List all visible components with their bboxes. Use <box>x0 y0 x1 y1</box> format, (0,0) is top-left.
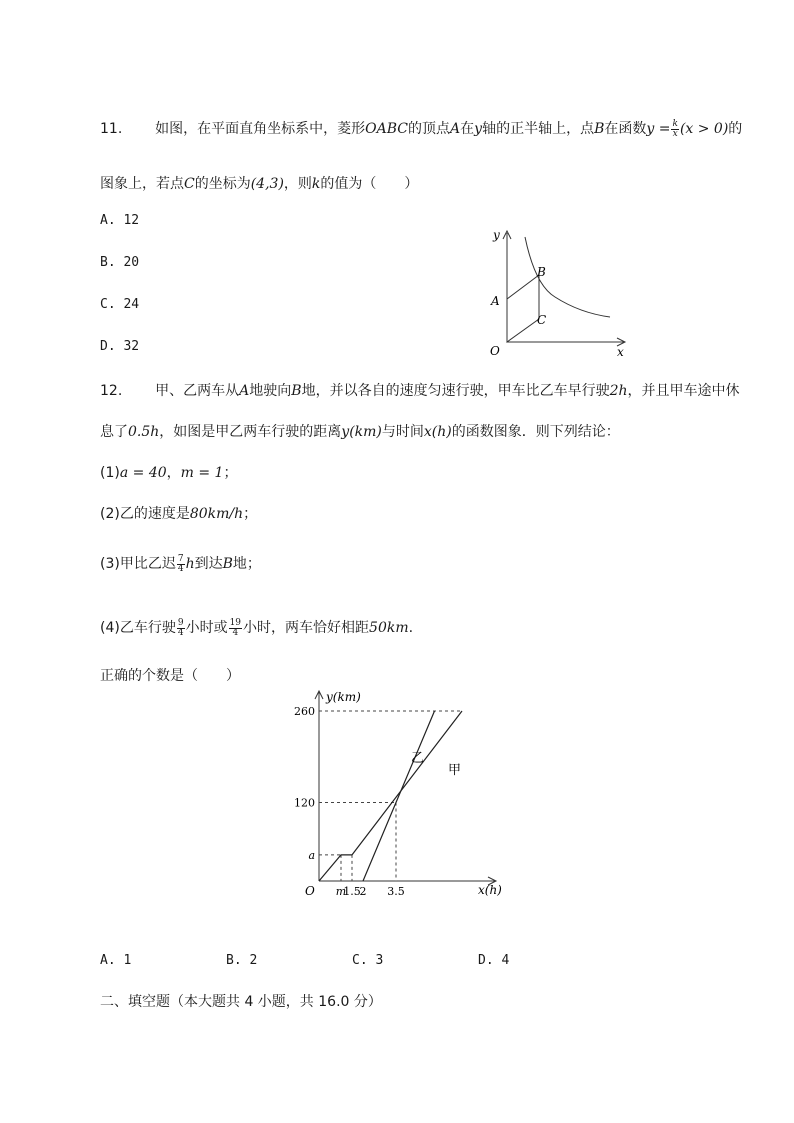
q12-option-a[interactable]: A. 1 <box>100 953 132 968</box>
q12-line1: 12. 甲、乙两车从A地驶向B地，并以各自的速度匀速行驶，甲车比乙车早行驶2h，并且甲车途中休 <box>100 383 740 399</box>
series-line-yi <box>363 711 435 881</box>
fraction-19-4: $\frac{19}{4}$ <box>229 617 242 638</box>
q11-fraction: $\frac{k}{x}$ <box>672 118 678 139</box>
q12-line2: 息了0.5h，如图是甲乙两车行驶的距离y(km)与时间x(h)的函数图象．则下列结论： <box>100 424 620 440</box>
q12-option-d[interactable]: D. 4 <box>478 953 510 968</box>
q12-option-c[interactable]: C. 3 <box>352 953 384 968</box>
q12-conclusion-3: (3)甲比乙迟 $\frac{7}{4}$ h到达B地； <box>100 553 261 574</box>
x-tick-1.5: 1.5 <box>343 885 361 898</box>
chart-xlabel: x(h) <box>478 883 502 897</box>
q12-ask: 正确的个数是（ ） <box>100 668 240 684</box>
y-tick-120: 120 <box>294 796 315 810</box>
y-tick-a: a <box>308 848 315 862</box>
q11-label-a: A <box>491 294 500 308</box>
q11-figure <box>480 225 640 365</box>
q11-option-c[interactable]: C. 24 <box>100 297 140 312</box>
fraction-7-4: $\frac{7}{4}$ <box>177 553 184 574</box>
chart-origin: O <box>305 884 315 898</box>
q11-label-o: O <box>490 344 500 358</box>
y-tick-260: 260 <box>294 705 315 718</box>
q11-label-x: x <box>617 345 624 359</box>
q12-number: 12. <box>100 383 123 399</box>
chart-ylabel: y(km) <box>326 690 361 704</box>
q11-number: 11. <box>100 121 123 137</box>
q11-option-b[interactable]: B. 20 <box>100 255 140 270</box>
fraction-9-4: $\frac{9}{4}$ <box>177 617 184 638</box>
q11-rhombus <box>507 275 539 342</box>
q11-option-a[interactable]: A. 12 <box>100 213 140 228</box>
q11-line2: 图象上，若点C的坐标为(4,3)，则k的值为（ ） <box>100 176 419 192</box>
q11-label-y: y <box>493 228 500 242</box>
x-tick-m: m <box>335 885 347 898</box>
section-heading: 二、填空题（本大题共 4 小题，共 16.0 分） <box>100 994 382 1010</box>
q11-label-c: C <box>537 313 547 327</box>
series-line-jia <box>319 711 462 881</box>
q12-conclusion-4: (4)乙车行驶 $\frac{9}{4}$ 小时或 $\frac{19}{4}$ 小时，两车恰好相距50km. <box>100 617 414 638</box>
q11-option-d[interactable]: D. 32 <box>100 339 140 354</box>
x-tick-3.5: 3.5 <box>387 885 405 898</box>
x-tick-2: 2 <box>359 885 367 898</box>
q11-label-b: B <box>537 265 546 279</box>
q11-line1: 11. 如图，在平面直角坐标系中，菱形OABC的顶点A在y轴的正半轴上，点B在函数y = $\frac{k}{x}$ (x > 0)的 <box>100 118 743 139</box>
q12-chart <box>290 684 510 914</box>
series-label-yi: 乙 <box>411 751 425 766</box>
series-label-jia: 甲 <box>448 763 462 778</box>
q12-option-b[interactable]: B. 2 <box>226 953 258 968</box>
q12-conclusion-1: (1)a = 40，m = 1； <box>100 465 238 481</box>
q12-conclusion-2: (2)乙的速度是80km/h； <box>100 506 258 522</box>
